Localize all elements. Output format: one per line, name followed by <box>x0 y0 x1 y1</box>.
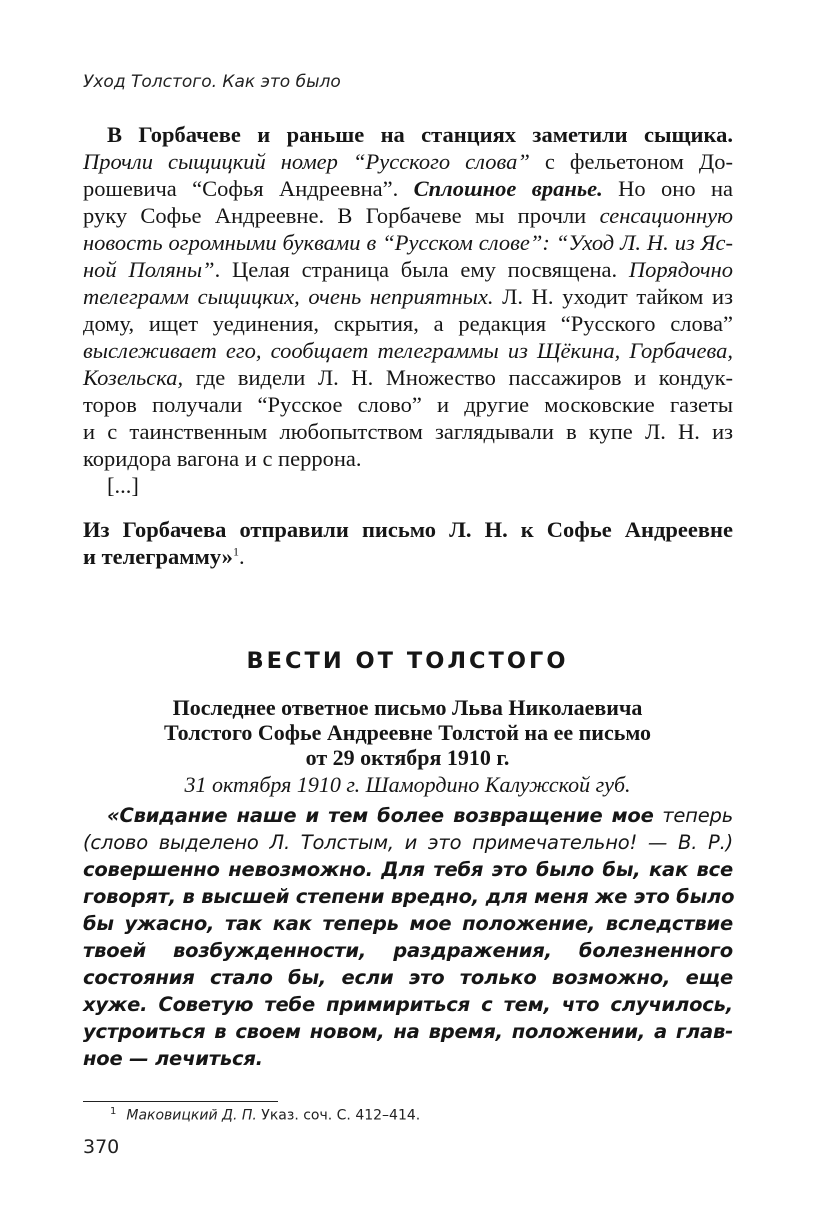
footnote-ref: 1 <box>232 544 239 559</box>
text-line: совершенно невозможно. Для тебя это было бы, как все <box>83 858 733 881</box>
letter-heading <box>0 695 815 797</box>
text-line: ное — лечиться. <box>83 1047 263 1070</box>
footnote-divider <box>83 1101 278 1102</box>
footnote-mark: 1 <box>110 1106 117 1117</box>
running-header: Уход Толстого. Как это было <box>83 72 341 92</box>
text-line: телеграмм сыщицких, очень неприятных. Л. Н. уходит тайком из <box>83 284 733 309</box>
section-title: ВЕСТИ ОТ ТОЛСТОГО <box>246 648 569 674</box>
text-line: хуже. Советую тебе примириться с тем, что случилось, <box>83 993 733 1016</box>
text-line: твоей возбужденности, раздражения, болезненного <box>83 939 733 962</box>
footnote-source: Указ. соч. С. 412–414. <box>256 1107 421 1124</box>
text-line: и телеграмму»$^1$. <box>83 544 245 569</box>
letter-date-place: 31 октября 1910 г. Шамордино Калужской губ. <box>184 772 631 797</box>
heading-line: от 29 октября 1910 г. <box>305 745 510 770</box>
text-line: «Свидание наше и тем более возвращение мое теперь <box>107 804 733 827</box>
text-line: ной Поляны”. Целая страница была ему посвящена. Порядочно <box>83 257 733 282</box>
heading-line: Последнее ответное письмо Льва Николаевича <box>172 695 643 720</box>
text-line: Козельска, где видели Л. Н. Множество пассажиров и кондук- <box>83 365 733 390</box>
footnote-author: Маковицкий Д. П. <box>126 1107 257 1124</box>
paragraph-diary-excerpt <box>83 121 733 499</box>
paragraph-letter-sent <box>83 516 733 570</box>
text-line: новость огромными буквами в “Русском слове”: “Уход Л. Н. из Яс- <box>83 230 733 255</box>
text-line: выслеживает его, сообщает телеграммы из Щёкина, Горбачева, <box>83 338 733 363</box>
page-number: 370 <box>83 1136 120 1158</box>
footnote <box>110 1106 420 1124</box>
text-line: устроиться в своем новом, на время, положении, а глав- <box>83 1020 733 1043</box>
text-line: руку Софье Андреевне. В Горбачеве мы прочли сенсационную <box>83 203 733 228</box>
text-line: бы ужасно, так как теперь мое положение, вследствие <box>83 912 733 935</box>
text-line: говорят, в высшей степени вредно, для меня же это было <box>83 885 735 908</box>
text-line: В Горбачеве и раньше на станциях заметили сыщика. <box>107 122 733 147</box>
text-line: (слово выделено Л. Толстым, и это примечательно! — В. Р.) <box>83 831 733 854</box>
text-line: торов получали “Русское слово” и другие московские газеты <box>83 392 733 417</box>
text-line: рошевича “Софья Андреевна”. Сплошное вранье. Но оно на <box>83 176 733 201</box>
heading-line: Толстого Софье Андреевне Толстой на ее письмо <box>163 720 652 745</box>
text-line: состояния стало бы, если это только возможно, еще <box>83 966 733 989</box>
text-line: Из Горбачева отправили письмо Л. Н. к Софье Андреевне <box>83 517 733 542</box>
text-line: Прочли сыщицкий номер “Русского слова” с фельетоном До- <box>83 149 733 174</box>
text-line: и с таинственным любопытством заглядывали в купе Л. Н. из <box>83 419 733 444</box>
text-line: коридора вагона и с перрона. <box>83 446 362 471</box>
letter-text <box>83 802 733 1072</box>
text-line: дому, ищет уединения, скрытия, а редакция “Русского слова” <box>83 311 733 336</box>
ellipsis: [...] <box>107 473 139 498</box>
